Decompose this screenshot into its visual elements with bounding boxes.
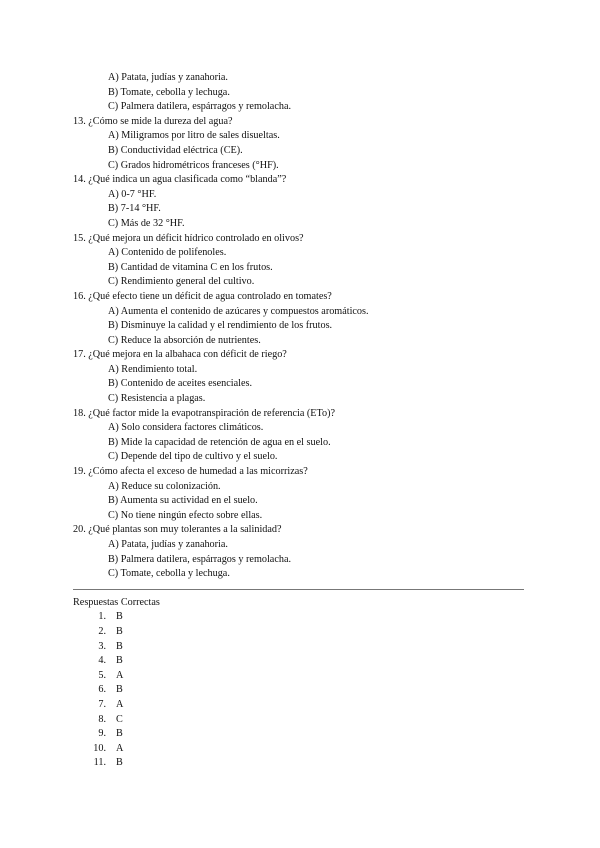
question-15 bbox=[73, 232, 528, 290]
option-line: A) 0-7 °HF. bbox=[108, 188, 157, 200]
option-line: C) Reduce la absorción de nutrientes. bbox=[108, 334, 261, 346]
option-line: A) Patata, judías y zanahoria. bbox=[108, 539, 228, 550]
question-text: 16. ¿Qué efecto tiene un déficit de agua controlado en tomates? bbox=[73, 290, 332, 302]
answer-number: 4. bbox=[98, 655, 106, 667]
answer-number: 7. bbox=[98, 698, 106, 710]
answer-number: 11. bbox=[93, 757, 106, 769]
option-line: B) Contenido de aceites esenciales. bbox=[108, 378, 252, 390]
question-text: 13. ¿Cómo se mide la dureza del agua? bbox=[73, 115, 233, 127]
option-line: A) Aumenta el contenido de azúcares y compuestos aromáticos. bbox=[108, 305, 369, 317]
option-line: C) Tomate, cebolla y lechuga. bbox=[108, 568, 230, 580]
question-text: 19. ¿Cómo afecta el exceso de humedad a las micorrizas? bbox=[73, 466, 308, 478]
answer-item bbox=[73, 698, 528, 713]
option-line: A) Contenido de polifenoles. bbox=[108, 247, 227, 259]
question-text: 15. ¿Qué mejora un déficit hídrico controlado en olivos? bbox=[73, 232, 304, 244]
option-line: A) Rendimiento total. bbox=[108, 363, 198, 375]
answer-item bbox=[73, 756, 528, 771]
option-line: C) Más de 32 °HF. bbox=[108, 217, 185, 229]
answer-letter: B bbox=[116, 757, 123, 769]
option-line: C) Rendimiento general del cultivo. bbox=[108, 276, 255, 288]
question-13 bbox=[73, 115, 528, 173]
answer-item bbox=[73, 654, 528, 669]
answer-number: 3. bbox=[98, 640, 106, 652]
option-line: C) Resistencia a plagas. bbox=[108, 393, 206, 405]
question-text: 14. ¿Qué indica un agua clasificada como “blanda”? bbox=[73, 174, 287, 186]
answer-item bbox=[73, 640, 528, 655]
leading-options bbox=[73, 71, 528, 115]
answer-letter: A bbox=[116, 698, 124, 710]
option-line: B) Tomate, cebolla y lechuga. bbox=[108, 86, 230, 98]
option-line: B) Palmera datilera, espárragos y remolacha. bbox=[108, 553, 292, 565]
option-line: B) Aumenta su actividad en el suelo. bbox=[108, 495, 258, 507]
option-line: B) Mide la capacidad de retención de agua en el suelo. bbox=[108, 436, 331, 448]
answer-item bbox=[73, 742, 528, 757]
answer-number: 1. bbox=[98, 611, 106, 623]
answer-number: 10. bbox=[93, 742, 106, 754]
answer-letter: A bbox=[116, 742, 124, 754]
option-line: A) Patata, judías y zanahoria. bbox=[108, 72, 228, 83]
question-17 bbox=[73, 348, 528, 406]
option-line: A) Solo considera factores climáticos. bbox=[108, 422, 264, 434]
question-text: 18. ¿Qué factor mide la evapotranspiración de referencia (ETo)? bbox=[73, 407, 336, 419]
question-14 bbox=[73, 173, 528, 231]
option-line: C) Grados hidrométricos franceses (°HF). bbox=[108, 159, 279, 171]
answer-letter: B bbox=[116, 625, 123, 637]
answer-letter: B bbox=[116, 655, 123, 667]
option-line: C) Depende del tipo de cultivo y el suelo. bbox=[108, 451, 278, 463]
option-line: C) Palmera datilera, espárragos y remolacha. bbox=[108, 101, 292, 113]
option-line: B) Disminuye la calidad y el rendimiento de los frutos. bbox=[108, 320, 333, 332]
answer-letter: B bbox=[116, 684, 123, 696]
answer-number: 8. bbox=[98, 713, 106, 725]
question-19 bbox=[73, 465, 528, 523]
answer-number: 9. bbox=[98, 728, 106, 740]
answer-number: 5. bbox=[98, 669, 106, 681]
answer-letter: B bbox=[116, 640, 123, 652]
answer-item bbox=[73, 683, 528, 698]
answer-letter: B bbox=[116, 728, 123, 740]
answer-item bbox=[73, 669, 528, 684]
question-text: 20. ¿Qué plantas son muy tolerantes a la salinidad? bbox=[73, 524, 282, 536]
option-line: A) Reduce su colonización. bbox=[108, 480, 221, 492]
option-line: B) Cantidad de vitamina C en los frutos. bbox=[108, 261, 273, 273]
question-20 bbox=[73, 523, 528, 581]
answers-list bbox=[73, 610, 528, 771]
answer-number: 2. bbox=[98, 625, 106, 637]
option-line: B) 7-14 °HF. bbox=[108, 203, 161, 215]
answer-item bbox=[73, 727, 528, 742]
answer-item bbox=[73, 713, 528, 728]
answer-number: 6. bbox=[98, 684, 106, 696]
question-16 bbox=[73, 290, 528, 348]
option-line: A) Miligramos por litro de sales disueltas. bbox=[108, 130, 280, 142]
answers-title: Respuestas Correctas bbox=[73, 596, 160, 608]
answer-letter: A bbox=[116, 669, 124, 681]
option-line: B) Conductividad eléctrica (CE). bbox=[108, 144, 243, 156]
answer-letter: C bbox=[116, 713, 123, 725]
section-divider bbox=[73, 589, 524, 590]
question-18 bbox=[73, 407, 528, 465]
option-line: C) No tiene ningún efecto sobre ellas. bbox=[108, 509, 263, 521]
answer-letter: B bbox=[116, 611, 123, 623]
question-text: 17. ¿Qué mejora en la albahaca con déficit de riego? bbox=[73, 349, 287, 361]
answer-item bbox=[73, 625, 528, 640]
document-content bbox=[73, 71, 528, 771]
answer-item bbox=[73, 610, 528, 625]
